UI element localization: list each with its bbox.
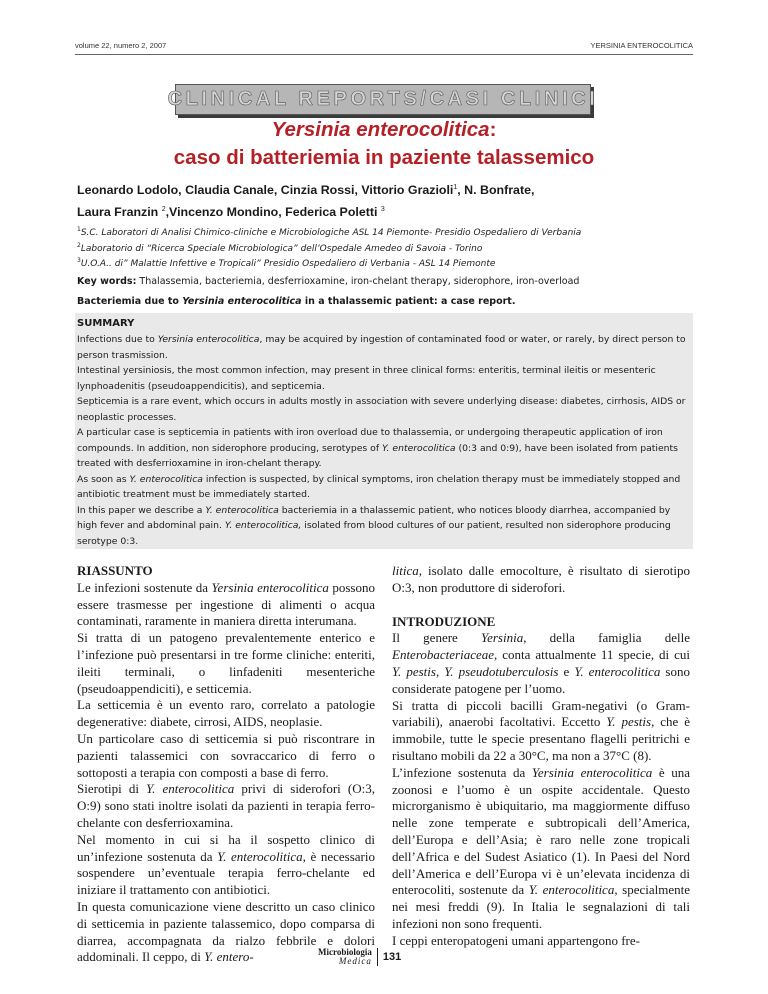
affiliation-number: 3 xyxy=(77,257,81,264)
riassunto-paragraph: In questa comunicazione viene descritto un caso clinico di setticemia in paziente talassemico, dopo comparsa di diarrea, accompagnata da rialzo febbrile e dolori addominali. Il ceppo, di Y. entero- xyxy=(77,898,375,965)
summary-paragraph: As soon as Y. enterocolitica infection is suspected, by clinical symptoms, iron chelation therapy must be immediately stopped and antibiotic treatment must be immediately started. xyxy=(77,473,681,500)
author: , N. Bonfrate, xyxy=(457,183,535,197)
summary-paragraph: Septicemia is a rare event, which occurs in adults mostly in association with severe underlying disease: diabetes, cirrhosis, AIDS or neoplastic processes. xyxy=(77,396,686,423)
page-footer xyxy=(318,948,401,966)
keywords-text: Thalassemia, bacteriemia, desferrioxamine, iron-chelant therapy, siderophore, iron-overload xyxy=(136,276,580,287)
english-title-part: Bacteriemia due to xyxy=(77,296,183,307)
riassunto-paragraph: Nel momento in cui si ha il sospetto clinico di un’infezione sostenuta da Y. enterocolitica, è necessario sospendere un’eventuale terapia ferro-chelante ed iniziare il trattamento con antibiotici. xyxy=(77,831,375,898)
riassunto-split-part1: Y. entero- xyxy=(204,949,254,965)
title-species: Yersinia enterocolitica xyxy=(271,118,490,141)
authors-line1 xyxy=(77,183,534,197)
riassunto-paragraph: Le infezioni sostenute da Yersinia enterocolitica possono essere trasmesse per ingestione di alimenti o acqua contaminati, raramente in maniera diretta interumana. xyxy=(77,579,375,629)
affiliation-number: 2 xyxy=(77,242,81,249)
summary-text xyxy=(77,332,691,549)
author: ,Vincenzo Mondino xyxy=(165,205,279,219)
introduzione-heading: INTRODUZIONE xyxy=(392,613,496,629)
affiliation-text: S.C. Laboratori di Analisi Chimico-cliniche e Microbiologiche ASL 14 Piemonte- Presidio Ospedaliero di Verbania xyxy=(80,228,582,238)
affiliation-1 xyxy=(77,226,581,238)
right-column xyxy=(392,563,690,950)
author-affiliation-mark: 3 xyxy=(380,205,385,213)
title-colon: : xyxy=(489,118,497,141)
riassunto-heading: RIASSUNTO xyxy=(77,563,153,578)
section-banner xyxy=(167,84,599,115)
section-banner-text: CLINICAL REPORTS/CASI CLINICI xyxy=(167,88,599,110)
author: , Federica Poletti xyxy=(278,205,381,219)
summary-paragraph: Infections due to Yersinia enterocolitica, may be acquired by ingestion of contaminated food or water, or rarely, by direct person to person trasmission. xyxy=(77,334,686,361)
summary-heading: SUMMARY xyxy=(77,318,135,329)
keywords xyxy=(77,276,579,287)
journal-logo xyxy=(318,948,378,966)
affiliation-text: Laboratorio di “Ricerca Speciale Microbiologica” dell’Ospedale Amedeo di Savoia - Torino xyxy=(80,244,483,254)
journal-volume: volume 22, numero 2, 2007 xyxy=(75,41,167,50)
riassunto-continuation: litica, isolato dalle emocolture, è risultato di sierotipo O:3, non produttore di siderofori. xyxy=(392,563,690,595)
logo-line1: Microbiologia xyxy=(318,947,372,957)
page-number: 131 xyxy=(382,951,402,963)
author: Laura Franzin xyxy=(77,205,162,219)
keywords-label: Key words: xyxy=(77,276,137,287)
author: , Vittorio Grazioli xyxy=(354,183,454,197)
affiliation-3 xyxy=(77,257,495,269)
riassunto-split-part2: litica xyxy=(392,563,419,578)
running-title: YERSINIA ENTEROCOLITICA xyxy=(590,41,693,50)
author: Leonardo Lodolo, xyxy=(77,183,186,197)
author: Claudia Canale, xyxy=(185,183,281,197)
author-affiliation-mark: 2 xyxy=(161,205,166,213)
affiliation-text: U.O.A.. di” Malattie Infettive e Tropicali” Presidio Ospedaliero di Verbania - ASL 14 Piemonte xyxy=(80,259,496,269)
left-column xyxy=(77,563,375,966)
section-gap xyxy=(392,597,690,614)
english-title-species: Yersinia enterocolitica xyxy=(182,296,302,307)
logo-line2: Medica xyxy=(338,956,372,966)
header-rule xyxy=(75,54,693,55)
authors-line2 xyxy=(77,205,385,219)
english-title xyxy=(77,296,515,307)
intro-paragraph: L’infezione sostenuta da Yersinia enterocolitica è una zoonosi e l’uomo è un ospite accidentale. Questo microrganismo è ubiquitario, ma maggiormente diffuso nelle zone temperate e subtropicali dell’America, dell’Europa e dell’Asia; è raro nelle zone tropicali dell’Africa e del Sudest Asiatico (1). In Paesi del Nord dell’America e dell’Europa vi è un’elevata incidenza di enterocoliti, sostenute da Y. enterocolitica, specialmente nei mesi freddi (9). In Italia le segnalazioni di tali infezioni non sono frequenti. xyxy=(392,764,690,931)
article-title-line2: caso di batteriemia in paziente talassemico xyxy=(173,146,595,169)
author: Cinzia Rossi xyxy=(280,183,355,197)
english-title-part: in a thalassemic patient: a case report. xyxy=(301,296,516,307)
intro-paragraph: Il genere Yersinia, della famiglia delle Enterobacteriaceae, conta attualmente 11 specie, di cui Y. pestis, Y. pseudotuberculosis e Y. enterocolitica sono considerate patogene per l’uomo. xyxy=(392,630,690,696)
summary-paragraph: In this paper we describe a Y. enterocolitica bacteriemia in a thalassemic patient, who notices bloody diarrhea, accompanied by high fever and abdominal pain. Y. enterocolitica, isolated from blood cultures of our patient, resulted non siderophore producing serotype 0:3. xyxy=(77,504,671,547)
author-affiliation-mark: 1 xyxy=(453,183,458,191)
affiliation-2 xyxy=(77,242,482,254)
riassunto-paragraph: La setticemia è un evento raro, correlato a patologie degenerative: diabete, cirrosi, AIDS, neoplasie. xyxy=(77,697,375,730)
riassunto-paragraph: Sierotipi di Y. enterocolitica privi di siderofori (O:3, O:9) sono stati inoltre isolati da pazienti in terapia ferro-chelante con desferrioxamina. xyxy=(77,781,375,830)
summary-paragraph: Intestinal yersiniosis, the most common infection, may present in three clinical forms: enteritis, terminal ileitis or mesenteric lynphoadenitis (pseudoappendicitis), and septicemia. xyxy=(77,365,656,392)
summary-paragraph: A particular case is septicemia in patients with iron overload due to thalassemia, or undergoing therapeutic application of iron compounds. In addition, non siderophore producing, serotypes of Y. enterocolitica (0:3 and 0:9), have been isolated from patients treated with desferrioxamine in iron-chelant therapy. xyxy=(77,427,678,469)
riassunto-paragraph: Si tratta di un patogeno prevalentemente enterico e l’infezione può presentarsi in tre forme cliniche: enteriti, ileiti terminali, o linfadeniti mesenteriche (pseudoappendiciti), e setticemia. xyxy=(77,630,375,696)
intro-paragraph: Si tratta di piccoli bacilli Gram-negativi (o Gram-variabili), anaerobi facoltativi. Eccetto Y. pestis, che è immobile, tutte le specie presentano flagelli peritrichi e risultano mobili da 22 a 30°C, ma non a 37°C (8). xyxy=(392,697,690,763)
riassunto-paragraph: Un particolare caso di setticemia si può riscontrare in pazienti talassemici con sovraccarico di ferro o sottoposti a terapia con composti a base di ferro. xyxy=(77,730,375,780)
intro-paragraph: I ceppi enteropatogeni umani appartengono fre- xyxy=(392,932,640,948)
affiliation-number: 1 xyxy=(77,226,81,233)
article-title-line1 xyxy=(0,118,768,142)
